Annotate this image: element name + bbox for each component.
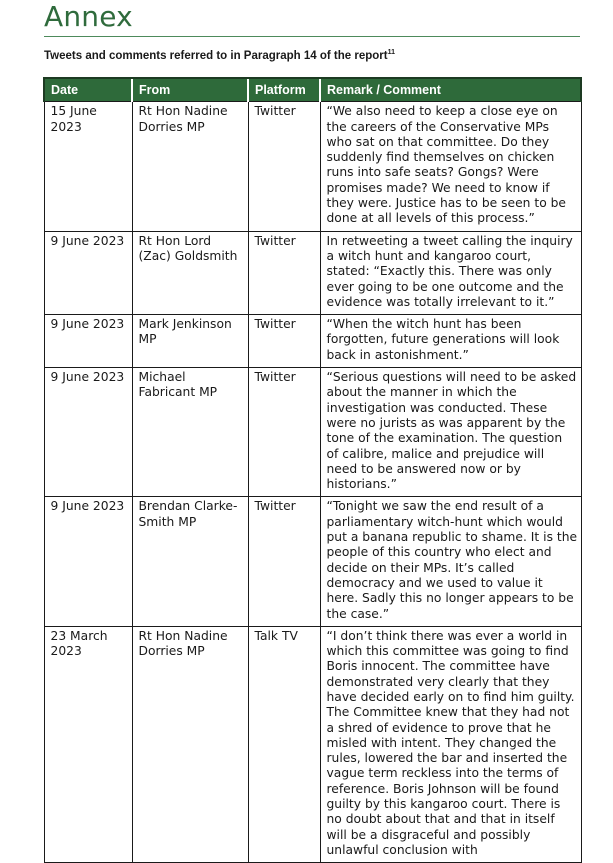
cell-from: Brendan Clarke-Smith MP [132, 497, 248, 626]
cell-remark: “When the witch hunt has been forgotten, future generations will look back in astonishment.” [320, 315, 581, 368]
header-platform: Platform [248, 78, 320, 102]
cell-remark: In retweeting a tweet calling the inquiry a witch hunt and kangaroo court, stated: “Exactly this. There was only ever going to be one outcome and the evidence was totally irrelevant to it.” [320, 231, 581, 314]
table-row [44, 497, 581, 626]
cell-from: Michael Fabricant MP [132, 368, 248, 497]
cell-platform: Twitter [248, 497, 320, 626]
cell-date: 9 June 2023 [44, 231, 132, 314]
cell-date: 9 June 2023 [44, 497, 132, 626]
page-title: Annex [44, 0, 133, 33]
table-row [44, 102, 581, 231]
cell-remark: “We also need to keep a close eye on the careers of the Conservative MPs who sat on that committee. Do they suddenly find themselves on chicken runs into safe seats? Gongs? Were promises made? We need to know if they were. Justice has to be seen to be done at all levels of this process.” [320, 102, 581, 231]
cell-from: Rt Hon Nadine Dorries MP [132, 626, 248, 862]
title-divider [44, 36, 580, 37]
table-row [44, 626, 581, 862]
cell-date: 9 June 2023 [44, 315, 132, 368]
cell-from: Mark Jenkinson MP [132, 315, 248, 368]
annex-table-container [43, 77, 580, 857]
header-from: From [132, 78, 248, 102]
table-header-row [44, 78, 581, 102]
header-date: Date [44, 78, 132, 102]
cell-platform: Twitter [248, 231, 320, 314]
cell-from: Rt Hon Nadine Dorries MP [132, 102, 248, 231]
cell-remark: “Tonight we saw the end result of a parliamentary witch-hunt which would put a banana republic to shame. It is the people of this country who elect and decide on their MPs. It’s called democracy and we used to value it here. Sadly this no longer appears to be the case.” [320, 497, 581, 626]
cell-remark: “Serious questions will need to be asked about the manner in which the investigation was conducted. These were no jurists as was apparent by the tone of the examination. The question of calibre, malice and prejudice will need to be answered now or by historians.” [320, 368, 581, 497]
cell-platform: Twitter [248, 368, 320, 497]
cell-date: 23 March 2023 [44, 626, 132, 862]
cell-from: Rt Hon Lord (Zac) Goldsmith [132, 231, 248, 314]
table-row [44, 368, 581, 497]
header-remark: Remark / Comment [320, 78, 581, 102]
cell-remark: “I don’t think there was ever a world in which this committee was going to find Boris innocent. The committee have demonstrated very clearly that they have decided early on to find him guilty. The Committee knew that they had not a shred of evidence to prove that he misled with intent. They changed the rules, lowered the bar and inserted the vague term reckless into the terms of reference. Boris Johnson will be found guilty by this kangaroo court. There is no doubt about that and that in itself will be a disgraceful and possibly unlawful conclusion with [320, 626, 581, 862]
table-caption [44, 50, 395, 62]
cell-platform: Twitter [248, 315, 320, 368]
table-caption-text: Tweets and comments referred to in Paragraph 14 of the report [44, 50, 388, 62]
footnote-marker: 11 [387, 49, 395, 57]
annex-table [43, 77, 582, 863]
cell-platform: Twitter [248, 102, 320, 231]
table-row [44, 231, 581, 314]
cell-date: 9 June 2023 [44, 368, 132, 497]
cell-date: 15 June 2023 [44, 102, 132, 231]
cell-platform: Talk TV [248, 626, 320, 862]
table-row [44, 315, 581, 368]
